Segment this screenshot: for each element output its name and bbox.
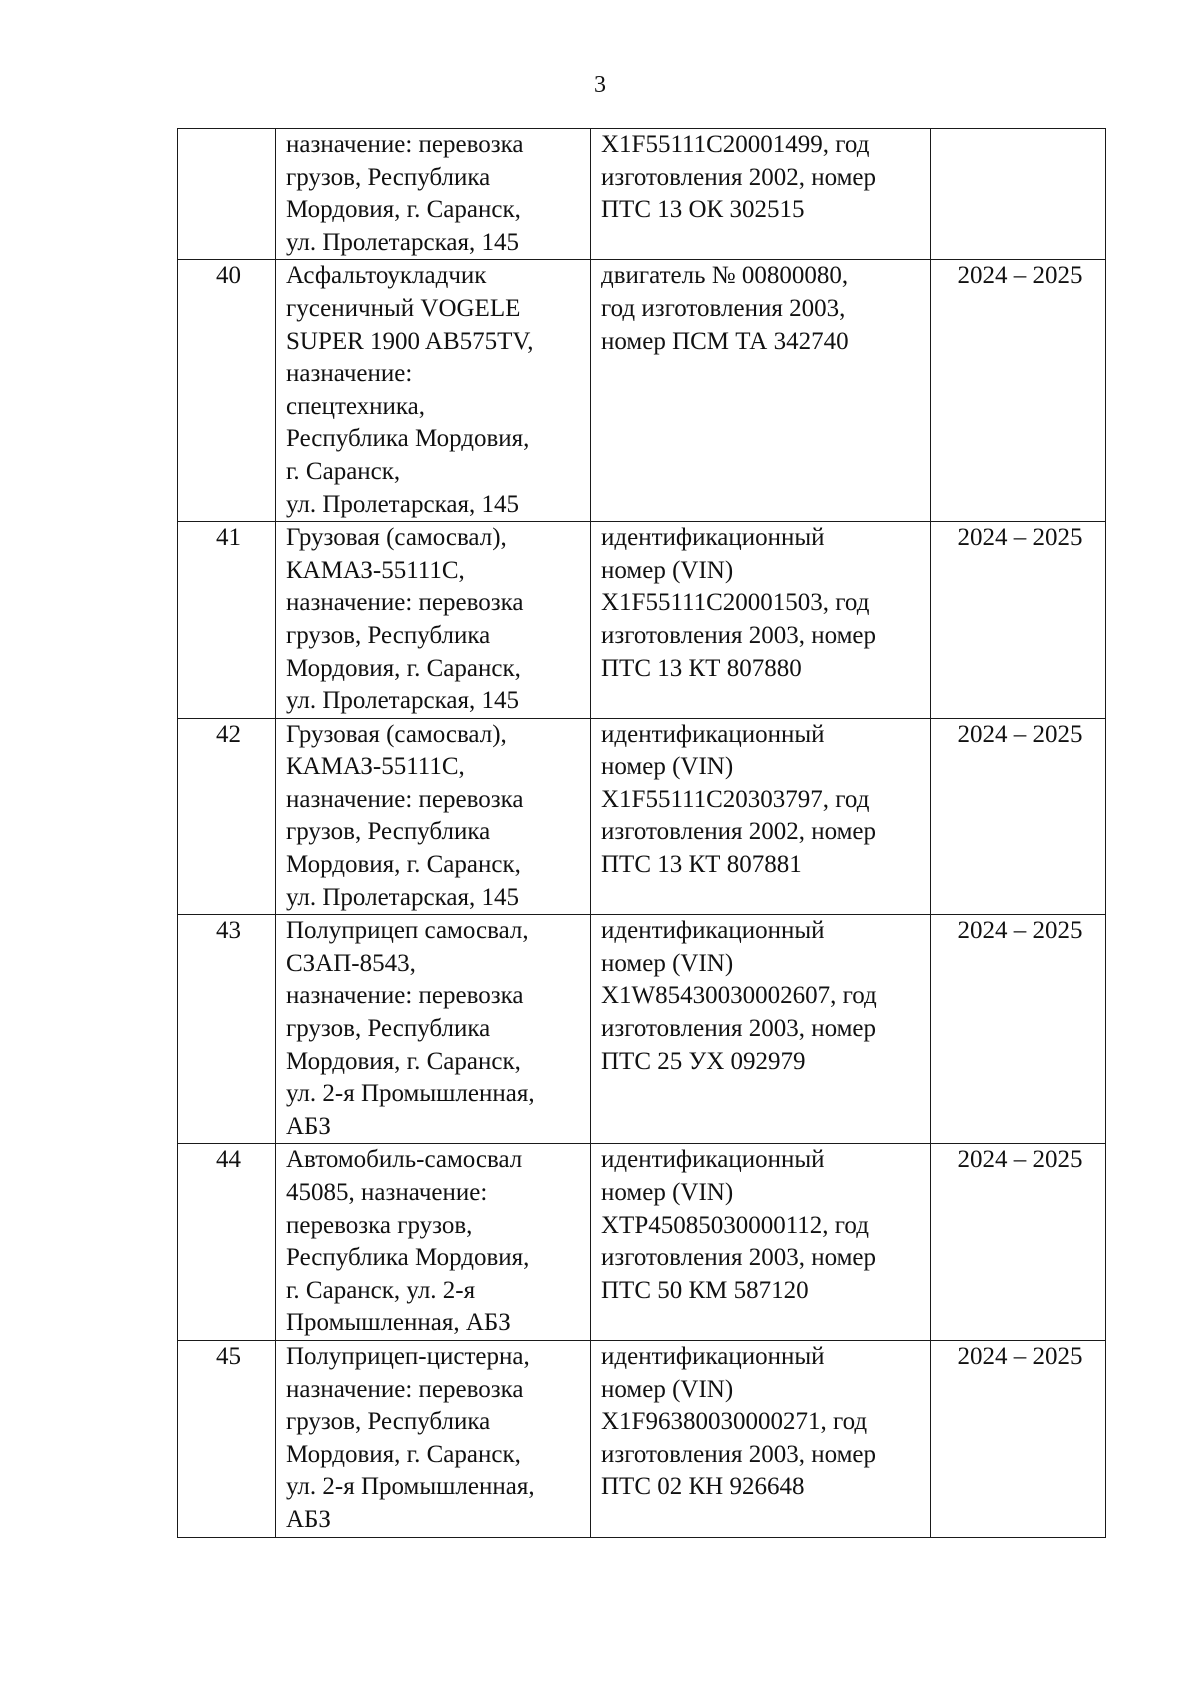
vehicle-description-line: КАМАЗ-55111С, [286, 753, 465, 781]
identification-cell [591, 129, 931, 260]
identification-line: ПТС 13 ОК 302515 [601, 196, 805, 224]
vehicle-description-line: ул. Пролетарская, 145 [286, 490, 519, 518]
vehicle-description-line: Полуприцеп-цистерна, [286, 1342, 530, 1370]
vehicle-description-line: АБЗ [286, 1505, 331, 1533]
vehicle-description-line: Республика Мордовия, [286, 1244, 530, 1272]
table-row [178, 1340, 1106, 1537]
vehicle-description-line: Полуприцеп самосвал, [286, 917, 529, 945]
identification-line: идентификационный [601, 917, 825, 945]
page-number: 3 [594, 72, 606, 98]
identification-line: год изготовления 2003, [601, 294, 846, 322]
vehicle-description-line: СЗАП-8543, [286, 949, 416, 977]
row-number: 42 [178, 718, 276, 915]
period-cell: 2024 – 2025 [931, 522, 1106, 719]
vehicle-description-line: Республика Мордовия, [286, 425, 530, 453]
vehicle-description-cell [276, 1144, 591, 1341]
vehicle-description-line: грузов, Республика [286, 621, 491, 649]
row-number: 43 [178, 915, 276, 1144]
identification-line: ПТС 13 КТ 807880 [601, 654, 802, 682]
identification-line: X1F55111C20303797, год [601, 785, 870, 813]
row-number [178, 129, 276, 260]
identification-line: изготовления 2002, номер [601, 163, 877, 191]
identification-line: номер ПСМ ТА 342740 [601, 327, 849, 355]
identification-line: номер (VIN) [601, 949, 734, 977]
identification-line: идентификационный [601, 524, 825, 552]
vehicle-description-line: Мордовия, г. Саранск, [286, 196, 521, 224]
identification-line: X1F55111C20001499, год [601, 131, 870, 158]
vehicle-description-line: назначение: перевозка [286, 131, 524, 158]
vehicle-description-line: Грузовая (самосвал), [286, 720, 507, 748]
vehicle-description-line: назначение: [286, 360, 413, 388]
table-row [178, 522, 1106, 719]
vehicle-description-line: г. Саранск, [286, 457, 401, 485]
vehicle-description-cell [276, 522, 591, 719]
identification-cell [591, 1340, 931, 1537]
vehicle-description-line: Грузовая (самосвал), [286, 524, 507, 552]
vehicle-description-cell [276, 915, 591, 1144]
vehicle-description-line: грузов, Республика [286, 163, 491, 191]
vehicle-description-cell [276, 260, 591, 522]
vehicle-description-line: назначение: перевозка [286, 589, 524, 617]
vehicle-description-line: КАМАЗ-55111С, [286, 556, 465, 584]
identification-cell [591, 260, 931, 522]
identification-cell [591, 718, 931, 915]
identification-line: номер (VIN) [601, 753, 734, 781]
table-row [178, 915, 1106, 1144]
vehicle-description-line: ул. Пролетарская, 145 [286, 228, 519, 256]
vehicle-description-line: Асфальтоукладчик [286, 262, 487, 290]
identification-line: X1W85430030002607, год [601, 982, 877, 1010]
identification-line: XTP45085030000112, год [601, 1211, 869, 1239]
vehicle-description-line: Промышленная, АБЗ [286, 1309, 511, 1337]
identification-line: номер (VIN) [601, 556, 734, 584]
vehicle-description-line: Автомобиль-самосвал [286, 1146, 523, 1174]
identification-line: изготовления 2003, номер [601, 1015, 877, 1043]
identification-line: ПТС 50 КМ 587120 [601, 1276, 809, 1304]
vehicle-description-line: грузов, Республика [286, 818, 491, 846]
vehicle-description-line: ул. Пролетарская, 145 [286, 883, 519, 911]
period-cell: 2024 – 2025 [931, 915, 1106, 1144]
vehicle-description-line: назначение: перевозка [286, 982, 524, 1010]
vehicle-description-line: г. Саранск, ул. 2-я [286, 1276, 476, 1304]
identification-line: идентификационный [601, 720, 825, 748]
table-row [178, 129, 1106, 260]
table-row [178, 718, 1106, 915]
identification-line: двигатель № 00800080, [601, 262, 849, 290]
identification-cell [591, 1144, 931, 1341]
period-cell: 2024 – 2025 [931, 1144, 1106, 1341]
period-cell: 2024 – 2025 [931, 718, 1106, 915]
identification-line: X1F55111C20001503, год [601, 589, 870, 617]
vehicle-description-line: назначение: перевозка [286, 1375, 524, 1403]
vehicle-description-line: ул. Пролетарская, 145 [286, 687, 519, 715]
identification-line: изготовления 2003, номер [601, 1440, 877, 1468]
identification-line: ПТС 25 УХ 092979 [601, 1047, 806, 1075]
identification-line: номер (VIN) [601, 1179, 734, 1206]
vehicle-description-line: перевозка грузов, [286, 1211, 473, 1239]
vehicle-description-line: ул. 2-я Промышленная, [286, 1080, 535, 1108]
identification-cell [591, 915, 931, 1144]
vehicle-description-line: 45085, назначение: [286, 1179, 488, 1206]
identification-line: ПТС 13 КТ 807881 [601, 851, 802, 879]
table-row [178, 1144, 1106, 1341]
vehicle-description-line: спецтехника, [286, 392, 426, 420]
identification-line: изготовления 2003, номер [601, 1244, 877, 1272]
vehicle-description-line: SUPER 1900 AB575TV, [286, 327, 534, 355]
period-cell: 2024 – 2025 [931, 1340, 1106, 1537]
vehicle-description-line: грузов, Республика [286, 1408, 491, 1436]
vehicle-description-line: ул. 2-я Промышленная, [286, 1473, 535, 1501]
vehicle-registry-table [177, 128, 1106, 1538]
table-body [178, 129, 1106, 1538]
vehicle-description-line: гусеничный VOGELE [286, 294, 521, 322]
identification-line: идентификационный [601, 1342, 825, 1370]
identification-line: ПТС 02 КН 926648 [601, 1473, 805, 1501]
row-number: 41 [178, 522, 276, 719]
row-number: 45 [178, 1340, 276, 1537]
vehicle-description-line: Мордовия, г. Саранск, [286, 654, 521, 682]
vehicle-description-line: грузов, Республика [286, 1015, 491, 1043]
identification-line: изготовления 2002, номер [601, 818, 877, 846]
identification-line: X1F96380030000271, год [601, 1408, 868, 1436]
row-number: 40 [178, 260, 276, 522]
row-number: 44 [178, 1144, 276, 1341]
vehicle-description-cell [276, 129, 591, 260]
vehicle-description-line: назначение: перевозка [286, 785, 524, 813]
period-cell [931, 129, 1106, 260]
identification-line: идентификационный [601, 1146, 825, 1174]
vehicle-description-line: АБЗ [286, 1112, 331, 1140]
identification-line: номер (VIN) [601, 1375, 734, 1403]
identification-cell [591, 522, 931, 719]
period-cell: 2024 – 2025 [931, 260, 1106, 522]
vehicle-description-cell [276, 718, 591, 915]
vehicle-description-line: Мордовия, г. Саранск, [286, 851, 521, 879]
table-row [178, 260, 1106, 522]
identification-line: изготовления 2003, номер [601, 621, 877, 649]
vehicle-description-line: Мордовия, г. Саранск, [286, 1440, 521, 1468]
vehicle-description-cell [276, 1340, 591, 1537]
vehicle-description-line: Мордовия, г. Саранск, [286, 1047, 521, 1075]
